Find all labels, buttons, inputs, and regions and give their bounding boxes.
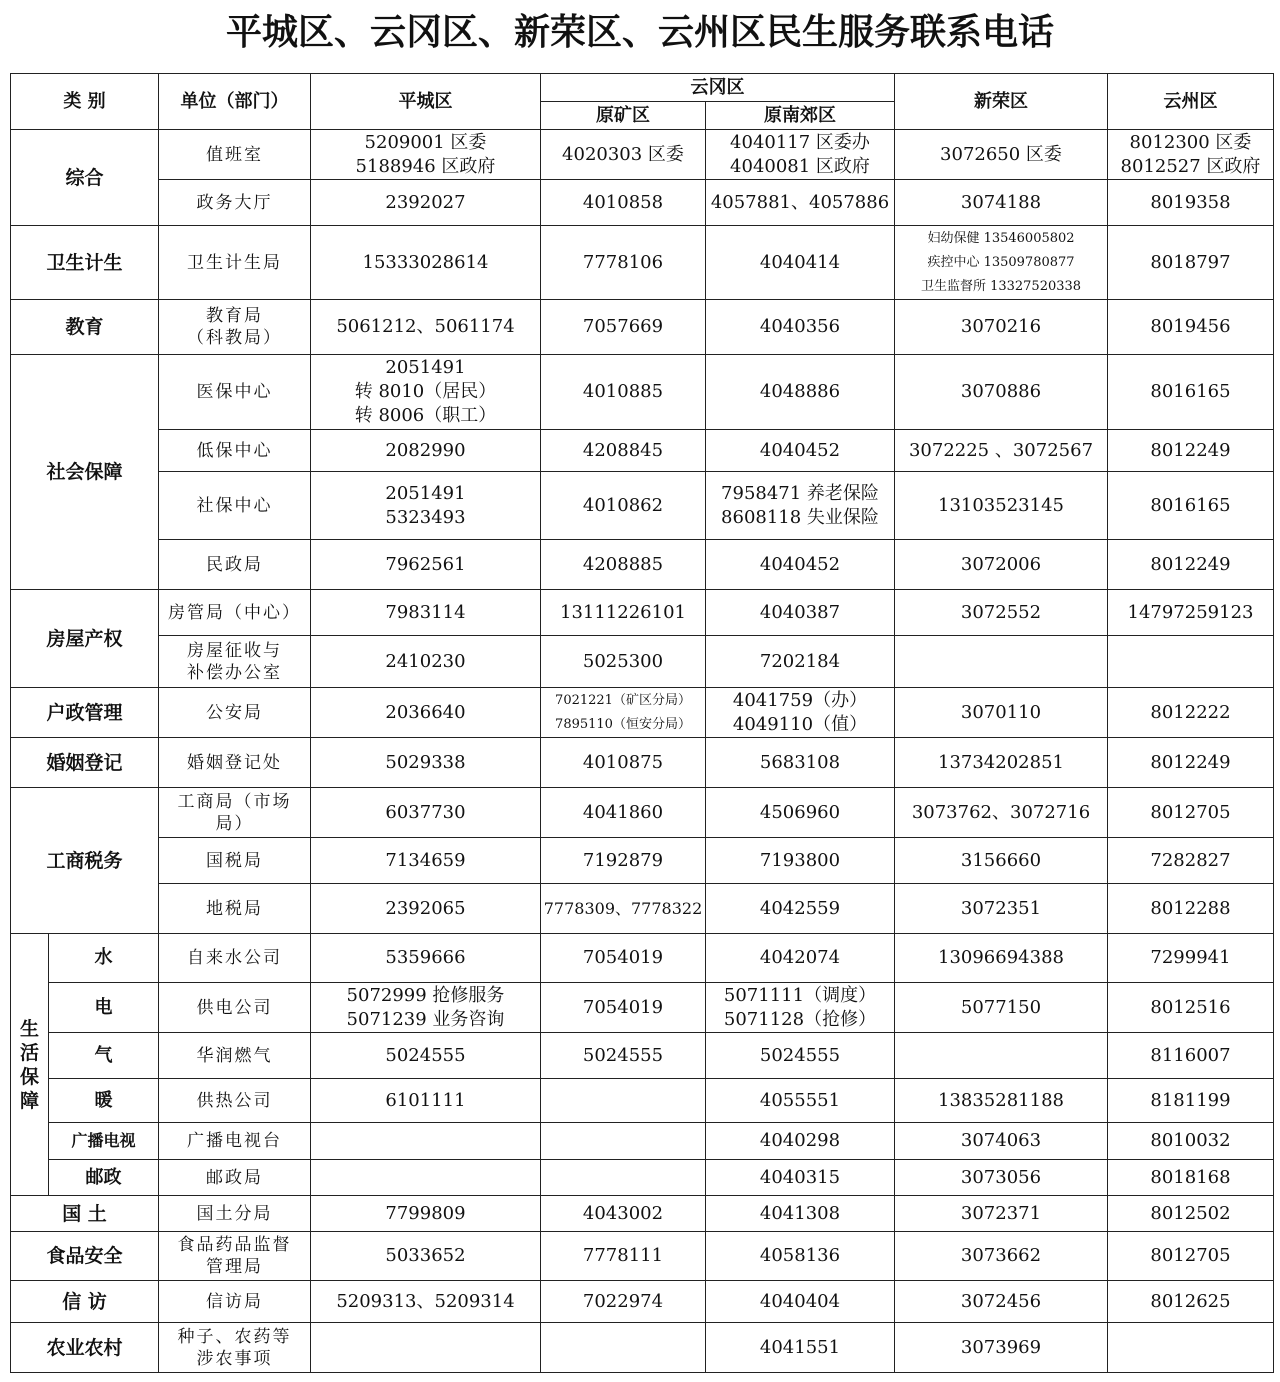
phone-yuannanjiao: 4040298 xyxy=(706,1123,895,1160)
table-row xyxy=(11,1323,1274,1373)
phone-yunzhou: 8012502 xyxy=(1108,1196,1274,1232)
category-shebao: 社会保障 xyxy=(11,355,159,590)
phone-pingcheng xyxy=(311,1123,541,1160)
table-row xyxy=(11,1033,1274,1079)
table-row xyxy=(11,1196,1274,1232)
phone-yuannanjiao: 4057881、4057886 xyxy=(706,180,895,226)
phone-pingcheng xyxy=(311,1323,541,1373)
category-hunyin: 婚姻登记 xyxy=(11,738,159,788)
category-fangwu: 房屋产权 xyxy=(11,590,159,688)
phone-yuannanjiao: 4040387 xyxy=(706,590,895,636)
phone-xinrong: 3072225 、3072567 xyxy=(895,430,1108,472)
phone-yunzhou: 8019456 xyxy=(1108,300,1274,355)
phone-xinrong: 3070110 xyxy=(895,688,1108,738)
phone-xinrong xyxy=(895,1033,1108,1079)
table-row xyxy=(11,300,1274,355)
phone-xinrong: 5077150 xyxy=(895,983,1108,1033)
phone-xinrong: 3074188 xyxy=(895,180,1108,226)
table-row xyxy=(11,1232,1274,1281)
phone-yunzhou: 8010032 xyxy=(1108,1123,1274,1160)
unit-cell: 值班室 xyxy=(159,130,311,180)
phone-xinrong: 13835281188 xyxy=(895,1079,1108,1123)
table-row xyxy=(11,1123,1274,1160)
phone-xinrong xyxy=(895,636,1108,688)
phone-xinrong: 3072371 xyxy=(895,1196,1108,1232)
phone-yunzhou: 14797259123 xyxy=(1108,590,1274,636)
category-weisheng: 卫生计生 xyxy=(11,226,159,300)
phone-pingcheng: 7962561 xyxy=(311,540,541,590)
unit-cell: 卫生计生局 xyxy=(159,226,311,300)
phone-pingcheng: 2082990 xyxy=(311,430,541,472)
phone-yuankuang: 7778111 xyxy=(541,1232,706,1281)
phone-yuannanjiao: 4040404 xyxy=(706,1281,895,1323)
unit-cell: 房管局（中心） xyxy=(159,590,311,636)
unit-cell: 邮政局 xyxy=(159,1160,311,1196)
phone-yunzhou: 8012249 xyxy=(1108,540,1274,590)
unit-cell: 供电公司 xyxy=(159,983,311,1033)
phone-yuannanjiao: 7958471 养老保险 8608118 失业保险 xyxy=(706,472,895,540)
table-row xyxy=(11,130,1274,180)
phone-yuankuang: 4010858 xyxy=(541,180,706,226)
category-xinfang: 信 访 xyxy=(11,1281,159,1323)
phone-pingcheng: 5061212、5061174 xyxy=(311,300,541,355)
phone-yunzhou: 8012288 xyxy=(1108,884,1274,934)
unit-cell: 社保中心 xyxy=(159,472,311,540)
unit-cell: 国税局 xyxy=(159,838,311,884)
phone-pingcheng: 15333028614 xyxy=(311,226,541,300)
phone-yuannanjiao: 4055551 xyxy=(706,1079,895,1123)
phone-pingcheng: 2036640 xyxy=(311,688,541,738)
table-row xyxy=(11,1160,1274,1196)
table-row xyxy=(11,884,1274,934)
unit-cell: 国土分局 xyxy=(159,1196,311,1232)
phone-yuannanjiao: 7193800 xyxy=(706,838,895,884)
phone-xinrong: 13734202851 xyxy=(895,738,1108,788)
phone-xinrong: 3072351 xyxy=(895,884,1108,934)
phone-yuannanjiao: 4040452 xyxy=(706,540,895,590)
phone-pingcheng: 5072999 抢修服务 5071239 业务咨询 xyxy=(311,983,541,1033)
table-row xyxy=(11,983,1274,1033)
phone-xinrong: 3072006 xyxy=(895,540,1108,590)
unit-cell: 民政局 xyxy=(159,540,311,590)
phone-yuankuang: 4043002 xyxy=(541,1196,706,1232)
phone-pingcheng: 5033652 xyxy=(311,1232,541,1281)
phone-yuankuang xyxy=(541,1323,706,1373)
phone-pingcheng: 2392027 xyxy=(311,180,541,226)
unit-cell: 教育局 （科教局） xyxy=(159,300,311,355)
phone-yunzhou: 8012249 xyxy=(1108,430,1274,472)
category-shipin: 食品安全 xyxy=(11,1232,159,1281)
phone-yuannanjiao: 4040356 xyxy=(706,300,895,355)
unit-cell: 地税局 xyxy=(159,884,311,934)
phone-yunzhou: 8012249 xyxy=(1108,738,1274,788)
phone-yunzhou: 8018168 xyxy=(1108,1160,1274,1196)
category-nongye: 农业农村 xyxy=(11,1323,159,1373)
phone-yuankuang: 4208845 xyxy=(541,430,706,472)
subcategory-heat: 暖 xyxy=(49,1079,159,1123)
phone-yuannanjiao: 5683108 xyxy=(706,738,895,788)
table-row xyxy=(11,472,1274,540)
phone-xinrong: 3073056 xyxy=(895,1160,1108,1196)
phone-pingcheng: 6037730 xyxy=(311,788,541,838)
phone-yuankuang: 7192879 xyxy=(541,838,706,884)
phone-yuankuang: 4208885 xyxy=(541,540,706,590)
table-row xyxy=(11,934,1274,983)
header-yuankuang: 原矿区 xyxy=(541,102,706,130)
phone-yunzhou: 8012516 xyxy=(1108,983,1274,1033)
table-row xyxy=(11,430,1274,472)
phone-pingcheng: 5209001 区委 5188946 区政府 xyxy=(311,130,541,180)
unit-cell: 低保中心 xyxy=(159,430,311,472)
page-title: 平城区、云冈区、新荣区、云州区民生服务联系电话 xyxy=(225,12,1054,53)
table-row xyxy=(11,1281,1274,1323)
unit-cell: 自来水公司 xyxy=(159,934,311,983)
phone-pingcheng: 5209313、5209314 xyxy=(311,1281,541,1323)
phone-pingcheng: 2392065 xyxy=(311,884,541,934)
phone-yuankuang xyxy=(541,1160,706,1196)
phone-yuankuang: 4020303 区委 xyxy=(541,130,706,180)
phone-xinrong: 3074063 xyxy=(895,1123,1108,1160)
phone-yuankuang: 7054019 xyxy=(541,983,706,1033)
phone-yunzhou xyxy=(1108,636,1274,688)
unit-cell: 工商局（市场 局） xyxy=(159,788,311,838)
phone-pingcheng: 5029338 xyxy=(311,738,541,788)
phone-yuannanjiao: 4042559 xyxy=(706,884,895,934)
phone-yuankuang: 4010862 xyxy=(541,472,706,540)
category-zonghe: 综合 xyxy=(11,130,159,226)
phone-yuannanjiao: 4040117 区委办 4040081 区政府 xyxy=(706,130,895,180)
phone-xinrong: 3073662 xyxy=(895,1232,1108,1281)
subcategory-water: 水 xyxy=(49,934,159,983)
table-row xyxy=(11,226,1274,300)
phone-yunzhou: 8019358 xyxy=(1108,180,1274,226)
phone-yunzhou: 8018797 xyxy=(1108,226,1274,300)
phone-yuankuang xyxy=(541,1079,706,1123)
header-pingcheng: 平城区 xyxy=(311,74,541,130)
unit-cell: 公安局 xyxy=(159,688,311,738)
phone-xinrong: 妇幼保健 13546005802 疾控中心 13509780877 卫生监督所 13327520338 xyxy=(895,226,1108,300)
header-yunzhou: 云州区 xyxy=(1108,74,1274,130)
category-shenghuo: 生 活 保 障 xyxy=(11,934,49,1196)
phone-pingcheng: 5024555 xyxy=(311,1033,541,1079)
unit-cell: 种子、农药等 涉农事项 xyxy=(159,1323,311,1373)
phone-yuannanjiao: 4041551 xyxy=(706,1323,895,1373)
unit-cell: 婚姻登记处 xyxy=(159,738,311,788)
phone-pingcheng: 7134659 xyxy=(311,838,541,884)
header-unit: 单位（部门） xyxy=(159,74,311,130)
phone-yuankuang: 7778106 xyxy=(541,226,706,300)
phone-xinrong: 3070216 xyxy=(895,300,1108,355)
phone-pingcheng: 7799809 xyxy=(311,1196,541,1232)
phone-yunzhou: 8181199 xyxy=(1108,1079,1274,1123)
category-gongshang: 工商税务 xyxy=(11,788,159,934)
category-jiaoyu: 教育 xyxy=(11,300,159,355)
table-row xyxy=(11,180,1274,226)
unit-cell: 供热公司 xyxy=(159,1079,311,1123)
phone-yuannanjiao: 4040414 xyxy=(706,226,895,300)
phone-xinrong: 3072650 区委 xyxy=(895,130,1108,180)
category-guotu: 国 土 xyxy=(11,1196,159,1232)
header-category: 类 别 xyxy=(11,74,159,130)
phone-yuannanjiao: 7202184 xyxy=(706,636,895,688)
phone-pingcheng: 6101111 xyxy=(311,1079,541,1123)
header-xinrong: 新荣区 xyxy=(895,74,1108,130)
table-row xyxy=(11,838,1274,884)
unit-cell: 医保中心 xyxy=(159,355,311,430)
table-row xyxy=(11,590,1274,636)
phone-yunzhou: 8116007 xyxy=(1108,1033,1274,1079)
phone-xinrong: 3070886 xyxy=(895,355,1108,430)
phone-yuankuang: 13111226101 xyxy=(541,590,706,636)
unit-cell: 食品药品监督 管理局 xyxy=(159,1232,311,1281)
phone-yunzhou: 8016165 xyxy=(1108,472,1274,540)
phone-xinrong: 3073969 xyxy=(895,1323,1108,1373)
subcategory-tv: 广播电视 xyxy=(49,1123,159,1160)
phone-yunzhou: 8012300 区委 8012527 区政府 xyxy=(1108,130,1274,180)
category-huzheng: 户政管理 xyxy=(11,688,159,738)
phone-yunzhou: 8012705 xyxy=(1108,1232,1274,1281)
unit-cell: 政务大厅 xyxy=(159,180,311,226)
subcategory-gas: 气 xyxy=(49,1033,159,1079)
table-row xyxy=(11,688,1274,738)
phone-yunzhou: 8016165 xyxy=(1108,355,1274,430)
phone-yunzhou: 8012705 xyxy=(1108,788,1274,838)
phone-yuankuang: 4010885 xyxy=(541,355,706,430)
phone-xinrong: 3156660 xyxy=(895,838,1108,884)
phone-xinrong: 3072552 xyxy=(895,590,1108,636)
phone-pingcheng: 2051491 5323493 xyxy=(311,472,541,540)
phone-yuankuang: 4041860 xyxy=(541,788,706,838)
phone-yuankuang: 5025300 xyxy=(541,636,706,688)
phone-yuankuang: 7057669 xyxy=(541,300,706,355)
phone-xinrong: 13096694388 xyxy=(895,934,1108,983)
header-yuannanjiao: 原南郊区 xyxy=(706,102,895,130)
phone-xinrong: 13103523145 xyxy=(895,472,1108,540)
phone-xinrong: 3072456 xyxy=(895,1281,1108,1323)
phone-yunzhou: 8012625 xyxy=(1108,1281,1274,1323)
table-row xyxy=(11,540,1274,590)
phone-yunzhou: 7282827 xyxy=(1108,838,1274,884)
unit-cell: 信访局 xyxy=(159,1281,311,1323)
table-row xyxy=(11,355,1274,430)
phone-pingcheng: 2410230 xyxy=(311,636,541,688)
subcategory-post: 邮政 xyxy=(49,1160,159,1196)
phone-yuannanjiao: 4041759（办） 4049110（值） xyxy=(706,688,895,738)
contact-table xyxy=(10,73,1274,1373)
phone-yuankuang: 7054019 xyxy=(541,934,706,983)
phone-yuannanjiao: 4042074 xyxy=(706,934,895,983)
phone-yuannanjiao: 4506960 xyxy=(706,788,895,838)
phone-yuankuang: 7022974 xyxy=(541,1281,706,1323)
table-row xyxy=(11,636,1274,688)
phone-pingcheng: 7983114 xyxy=(311,590,541,636)
phone-yuankuang: 7021221（矿区分局） 7895110（恒安分局） xyxy=(541,688,706,738)
phone-xinrong: 3073762、3072716 xyxy=(895,788,1108,838)
phone-yuannanjiao: 4040452 xyxy=(706,430,895,472)
unit-cell: 房屋征收与 补偿办公室 xyxy=(159,636,311,688)
phone-pingcheng: 5359666 xyxy=(311,934,541,983)
phone-yuankuang: 4010875 xyxy=(541,738,706,788)
table-row xyxy=(11,738,1274,788)
unit-cell: 华润燃气 xyxy=(159,1033,311,1079)
phone-yuankuang: 5024555 xyxy=(541,1033,706,1079)
phone-pingcheng: 2051491 转 8010（居民） 转 8006（职工） xyxy=(311,355,541,430)
header-row xyxy=(11,74,1274,102)
header-yungang: 云冈区 xyxy=(541,74,895,102)
phone-pingcheng xyxy=(311,1160,541,1196)
phone-yuannanjiao: 4058136 xyxy=(706,1232,895,1281)
phone-yuankuang: 7778309、7778322 xyxy=(541,884,706,934)
phone-yuannanjiao: 5024555 xyxy=(706,1033,895,1079)
subcategory-power: 电 xyxy=(49,983,159,1033)
phone-yuannanjiao: 4048886 xyxy=(706,355,895,430)
table-row xyxy=(11,1079,1274,1123)
phone-yunzhou xyxy=(1108,1323,1274,1373)
phone-yuannanjiao: 4040315 xyxy=(706,1160,895,1196)
table-row xyxy=(11,788,1274,838)
phone-yuankuang xyxy=(541,1123,706,1160)
phone-yuannanjiao: 5071111（调度） 5071128（抢修） xyxy=(706,983,895,1033)
phone-yuannanjiao: 4041308 xyxy=(706,1196,895,1232)
phone-yunzhou: 7299941 xyxy=(1108,934,1274,983)
phone-yunzhou: 8012222 xyxy=(1108,688,1274,738)
unit-cell: 广播电视台 xyxy=(159,1123,311,1160)
